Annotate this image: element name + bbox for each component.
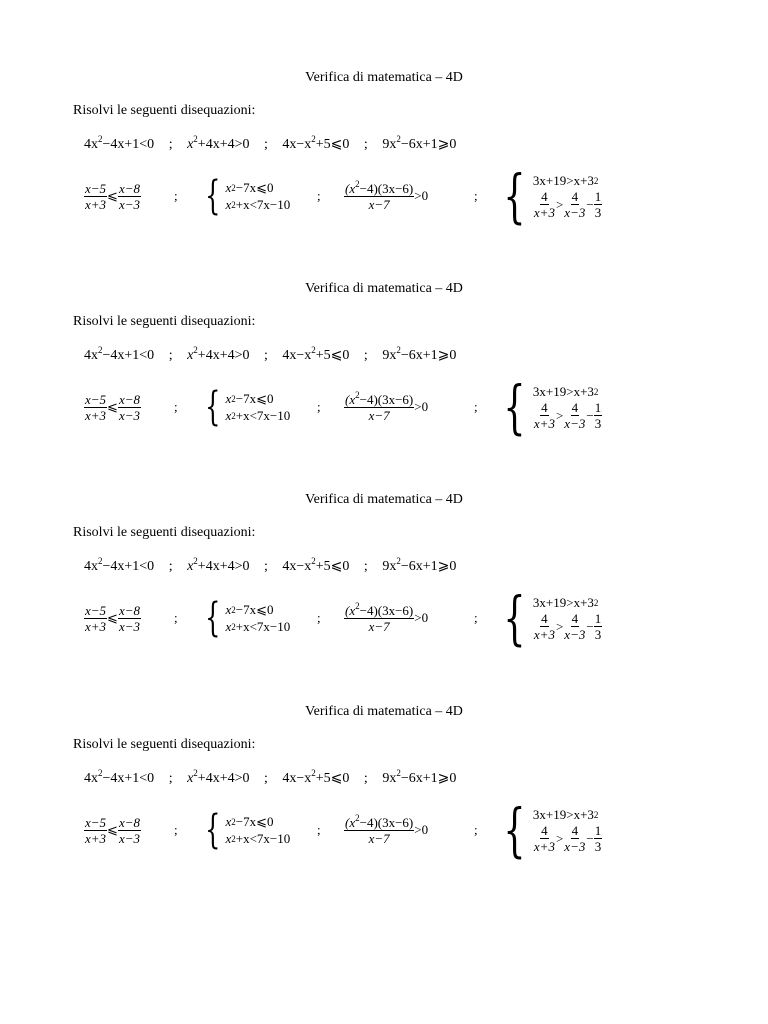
rational-inequality: $\frac{(x^2-4)(3x-6)}{x-7}$ >0 (345, 178, 429, 212)
system-2-line-2: $\frac{4}{x+3}$ > $\frac{4}{x-3}$ − $\frac{1}{3}$ (533, 611, 602, 642)
system-2-line-1: 3x+19>x+3 2 (532, 173, 599, 188)
inequality-2: $x^2+4x+4>0$ (187, 556, 250, 574)
instruction-text: Risolvi le seguenti disequazioni: (73, 525, 256, 540)
rational-inequality: $\frac{(x^2-4)(3x-6)}{x-7}$ >0 (345, 600, 429, 634)
separator: ; (317, 822, 321, 837)
separator: ; (317, 188, 321, 203)
system-2-line-2: $\frac{4}{x+3}$ > $\frac{4}{x-3}$ − $\frac{1}{3}$ (533, 400, 602, 431)
system-1-line-1: x 2 −7x⩽0 (225, 602, 274, 617)
system-of-inequalities-1 (200, 588, 290, 648)
separator: ; (474, 822, 478, 837)
inequality-4: $9x^2-6x+1⩾0$ (382, 768, 457, 786)
separator: ; (474, 610, 478, 625)
inequality-3: $4x-x^2+5⩽0$ (282, 345, 350, 363)
separator: ; (263, 559, 268, 574)
inequalities-row-1 (84, 770, 456, 787)
inequality-3: $4x-x^2+5⩽0$ (282, 768, 350, 786)
system-1-line-1: x 2 −7x⩽0 (225, 180, 274, 195)
system-of-inequalities-2 (496, 162, 602, 230)
fraction-inequality: $\frac{x-5}{x+3}$ ⩽ $\frac{x-8}{x-3}$ (85, 391, 140, 423)
left-brace: { (503, 584, 526, 652)
inequality-2: $x^2+4x+4>0$ (187, 768, 250, 786)
left-brace: { (503, 373, 526, 441)
inequalities-row-1 (84, 136, 456, 153)
separator: ; (317, 610, 321, 625)
test-title: Verifica di matematica – 4D (305, 281, 463, 296)
separator: ; (174, 610, 178, 625)
inequality-1: $4x^2-4x+1<0$ (84, 768, 155, 786)
left-brace: { (503, 162, 526, 230)
inequality-1: $4x^2-4x+1<0$ (84, 134, 155, 152)
left-brace: { (503, 796, 526, 864)
test-copy (0, 492, 768, 692)
left-brace: { (205, 595, 221, 641)
separator: ; (263, 771, 268, 786)
test-copy (0, 281, 768, 481)
system-of-inequalities-1 (200, 800, 290, 860)
inequalities-row-1 (84, 347, 456, 364)
separator: ; (474, 399, 478, 414)
left-brace: { (205, 807, 221, 853)
system-1-line-2: x 2 +x<7x−10 (225, 408, 291, 423)
separator: ; (363, 137, 368, 152)
separator: ; (263, 137, 268, 152)
inequalities-row-2 (84, 796, 644, 864)
system-of-inequalities-1 (200, 166, 290, 226)
inequality-1: $4x^2-4x+1<0$ (84, 556, 155, 574)
inequality-2: $x^2+4x+4>0$ (187, 134, 250, 152)
left-brace: { (205, 173, 221, 219)
system-of-inequalities-2 (496, 796, 602, 864)
separator: ; (363, 348, 368, 363)
separator: ; (174, 822, 178, 837)
fraction-inequality: $\frac{x-5}{x+3}$ ⩽ $\frac{x-8}{x-3}$ (85, 180, 140, 212)
system-1-line-1: x 2 −7x⩽0 (225, 391, 274, 406)
system-2-line-1: 3x+19>x+3 2 (532, 595, 599, 610)
test-title: Verifica di matematica – 4D (305, 492, 463, 507)
system-1-line-2: x 2 +x<7x−10 (225, 197, 291, 212)
system-of-inequalities-1 (200, 377, 290, 437)
separator: ; (174, 399, 178, 414)
test-title: Verifica di matematica – 4D (305, 70, 463, 85)
inequality-4: $9x^2-6x+1⩾0$ (382, 134, 457, 152)
left-brace: { (205, 384, 221, 430)
inequalities-row-2 (84, 373, 644, 441)
system-1-line-2: x 2 +x<7x−10 (225, 831, 291, 846)
separator: ; (168, 771, 173, 786)
inequalities-row-1 (84, 558, 456, 575)
system-1-line-1: x 2 −7x⩽0 (225, 814, 274, 829)
separator: ; (474, 188, 478, 203)
rational-inequality: $\frac{(x^2-4)(3x-6)}{x-7}$ >0 (345, 812, 429, 846)
fraction-inequality: $\frac{x-5}{x+3}$ ⩽ $\frac{x-8}{x-3}$ (85, 814, 140, 846)
inequality-3: $4x-x^2+5⩽0$ (282, 556, 350, 574)
separator: ; (363, 559, 368, 574)
instruction-text: Risolvi le seguenti disequazioni: (73, 737, 256, 752)
inequalities-row-2 (84, 162, 644, 230)
system-2-line-1: 3x+19>x+3 2 (532, 384, 599, 399)
separator: ; (168, 137, 173, 152)
inequality-3: $4x-x^2+5⩽0$ (282, 134, 350, 152)
system-2-line-2: $\frac{4}{x+3}$ > $\frac{4}{x-3}$ − $\frac{1}{3}$ (533, 189, 602, 220)
separator: ; (168, 348, 173, 363)
fraction-inequality: $\frac{x-5}{x+3}$ ⩽ $\frac{x-8}{x-3}$ (85, 602, 140, 634)
test-copy (0, 704, 768, 904)
separator: ; (317, 399, 321, 414)
system-2-line-2: $\frac{4}{x+3}$ > $\frac{4}{x-3}$ − $\frac{1}{3}$ (533, 823, 602, 854)
inequalities-row-2 (84, 584, 644, 652)
inequality-4: $9x^2-6x+1⩾0$ (382, 345, 457, 363)
separator: ; (363, 771, 368, 786)
inequality-4: $9x^2-6x+1⩾0$ (382, 556, 457, 574)
system-of-inequalities-2 (496, 373, 602, 441)
instruction-text: Risolvi le seguenti disequazioni: (73, 314, 256, 329)
rational-inequality: $\frac{(x^2-4)(3x-6)}{x-7}$ >0 (345, 389, 429, 423)
system-2-line-1: 3x+19>x+3 2 (532, 807, 599, 822)
test-title: Verifica di matematica – 4D (305, 704, 463, 719)
system-of-inequalities-2 (496, 584, 602, 652)
separator: ; (174, 188, 178, 203)
inequality-1: $4x^2-4x+1<0$ (84, 345, 155, 363)
test-copy (0, 70, 768, 270)
separator: ; (263, 348, 268, 363)
system-1-line-2: x 2 +x<7x−10 (225, 619, 291, 634)
inequality-2: $x^2+4x+4>0$ (187, 345, 250, 363)
instruction-text: Risolvi le seguenti disequazioni: (73, 103, 256, 118)
separator: ; (168, 559, 173, 574)
